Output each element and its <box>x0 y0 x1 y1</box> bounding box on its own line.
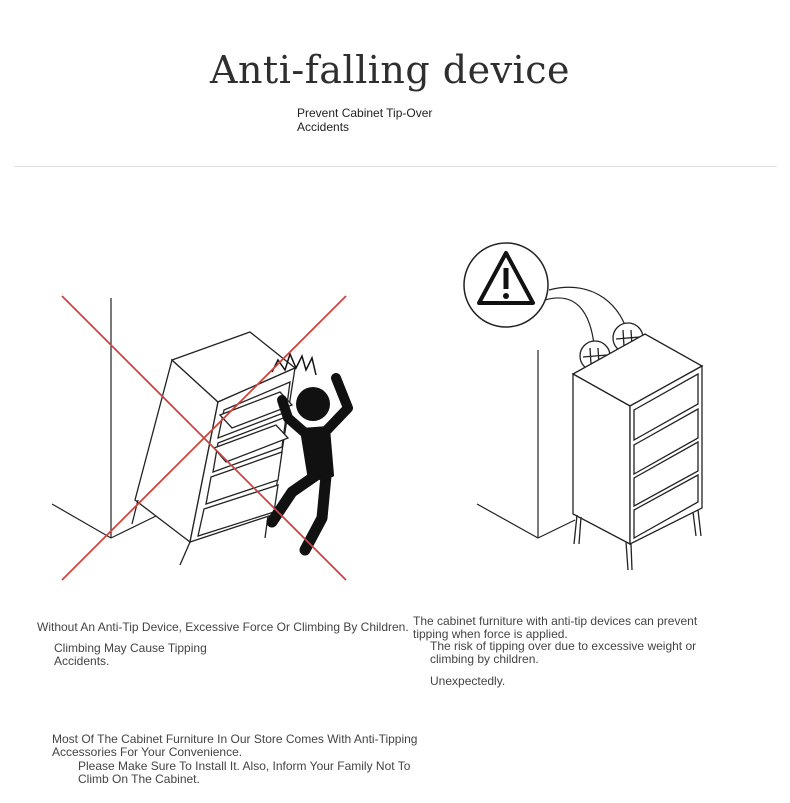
tipping-cabinet-illustration <box>40 280 360 590</box>
anti-tip-cabinet-illustration <box>455 238 715 578</box>
child-figure <box>272 378 348 550</box>
warning-icon <box>464 243 548 327</box>
right-caption-line-1: The cabinet furniture with anti-tip devices can prevent tipping when force is applied. <box>413 614 698 641</box>
page-title: Anti-falling device <box>210 48 570 92</box>
page-subtitle: Prevent Cabinet Tip-Over Accidents <box>297 106 433 134</box>
left-caption-line-2: Climbing May Cause Tipping Accidents. <box>54 641 207 668</box>
right-caption-line-2: The risk of tipping over due to excessive weight or climbing by children. <box>430 639 697 666</box>
right-caption-line-3: Unexpectedly. <box>430 674 506 688</box>
divider <box>14 166 777 167</box>
store-note-line-2: Please Make Sure To Install It. Also, Inform Your Family Not To Climb On The Cabinet. <box>78 759 411 786</box>
wall-corner <box>477 350 575 538</box>
left-caption-line-1: Without An Anti-Tip Device, Excessive Force Or Climbing By Children. <box>37 620 409 634</box>
store-note-line-1: Most Of The Cabinet Furniture In Our Store Comes With Anti-Tipping Accessories For Your Convenience. <box>52 732 418 759</box>
upright-cabinet <box>573 334 702 570</box>
